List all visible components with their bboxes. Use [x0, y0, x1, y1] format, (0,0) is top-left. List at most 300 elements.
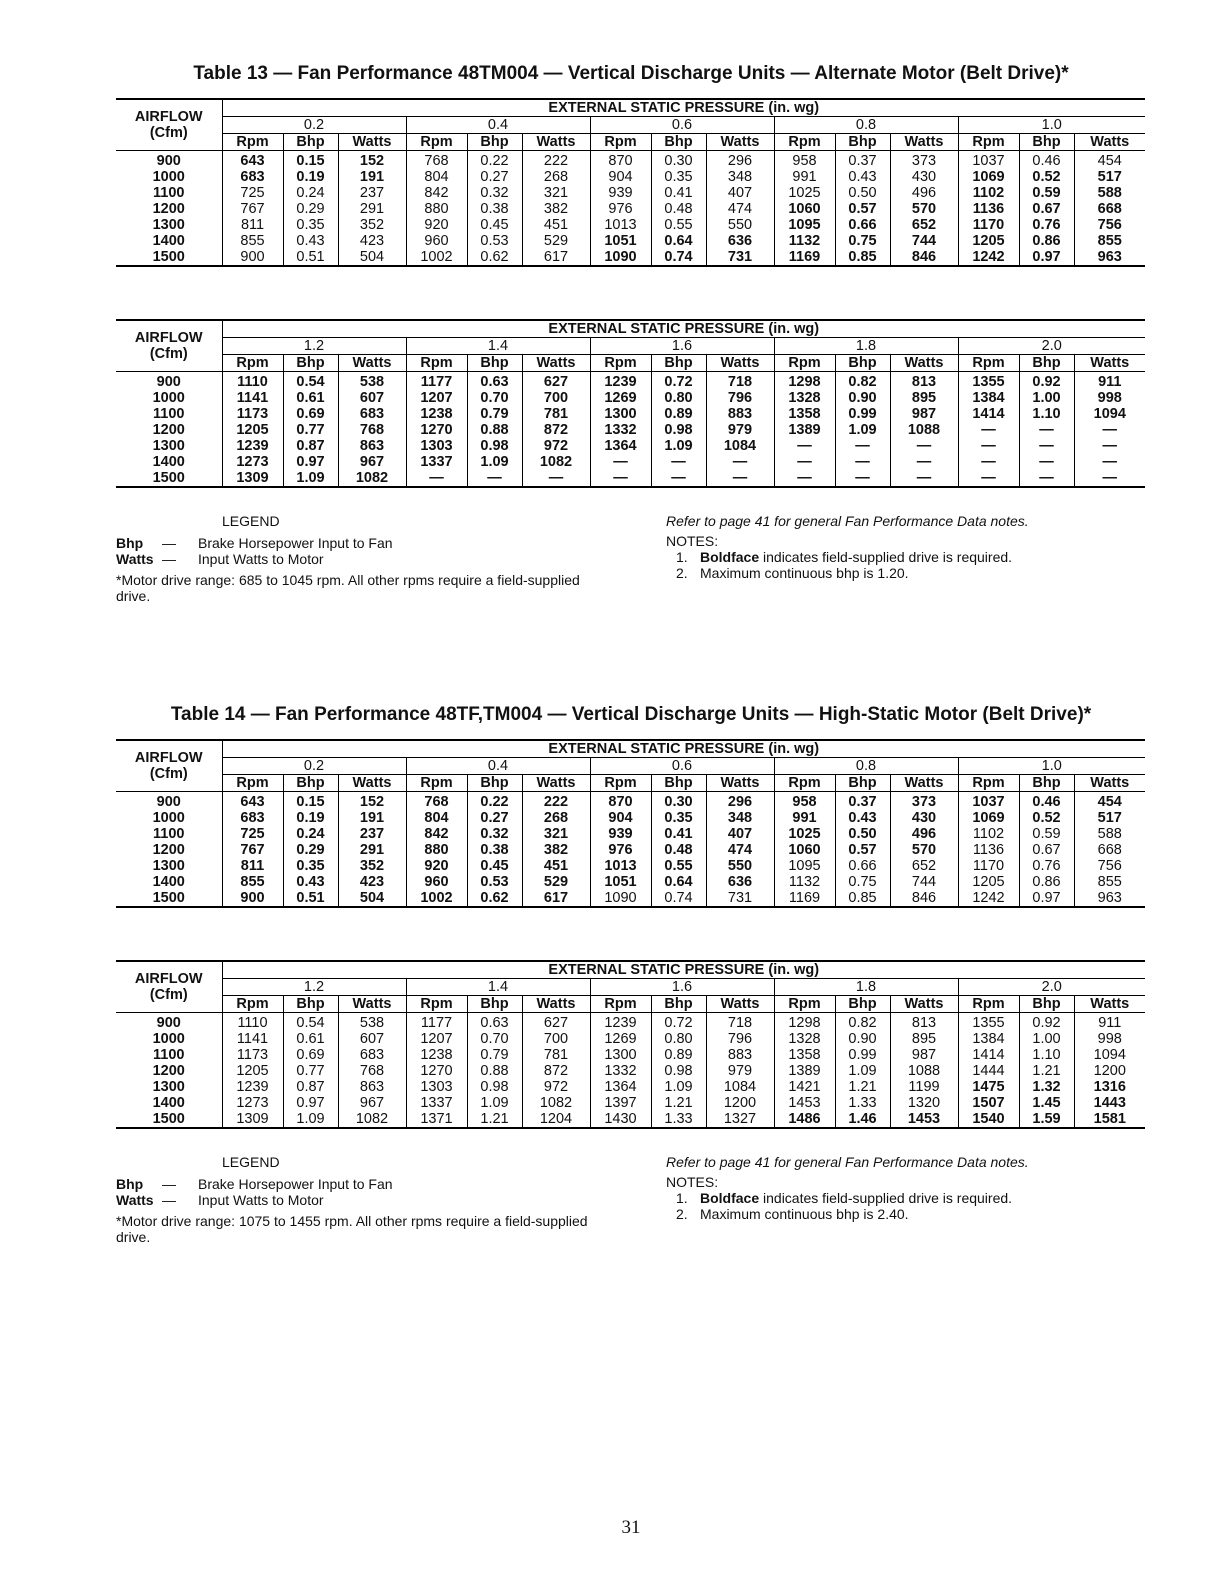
legend-def: Brake Horsepower Input to Fan [198, 1176, 393, 1192]
table-cell: — [774, 470, 835, 487]
table-cell: 152 [338, 151, 406, 170]
table-cell: — [590, 454, 651, 470]
table-cell: 643 [222, 792, 283, 811]
table-cell: 911 [1074, 1013, 1145, 1032]
table-cell: — [835, 470, 890, 487]
table-cell: 870 [590, 792, 651, 811]
table-cell: 0.67 [1019, 842, 1074, 858]
table-cell: 1.09 [283, 470, 338, 487]
table-cell: 976 [590, 201, 651, 217]
table-cell: 0.98 [651, 422, 706, 438]
table-cell: 1364 [590, 438, 651, 454]
table-cell: 1084 [706, 1079, 774, 1095]
table-cell: 423 [338, 874, 406, 890]
legend-title: LEGEND [222, 1154, 280, 1170]
table-cell: 607 [338, 1031, 406, 1047]
table-cell: 1132 [774, 233, 835, 249]
table-cell: 0.48 [651, 842, 706, 858]
table-cell: 268 [522, 810, 590, 826]
table-cell: 1371 [406, 1111, 467, 1128]
note-item [666, 549, 1029, 565]
table-cell: 846 [890, 249, 958, 266]
table-cell: 451 [522, 217, 590, 233]
table-cell: 1051 [590, 874, 651, 890]
table-cell: 0.98 [467, 438, 522, 454]
table-cell: 700 [522, 1031, 590, 1047]
table-cell: 588 [1074, 185, 1145, 201]
table-cell: — [590, 470, 651, 487]
table-cell: 781 [522, 406, 590, 422]
column-header-bhp: Bhp [835, 355, 890, 372]
legend-def: Input Watts to Motor [198, 1192, 324, 1208]
table-cell: 1025 [774, 185, 835, 201]
table-cell: 0.63 [467, 1013, 522, 1032]
table-cell: 1.09 [835, 422, 890, 438]
table-cell: 883 [706, 406, 774, 422]
table-cell: 725 [222, 185, 283, 201]
table-cell: 1316 [1074, 1079, 1145, 1095]
note-number: 2. [676, 1206, 688, 1222]
table-cell: — [890, 470, 958, 487]
table-row [116, 151, 1145, 170]
table-cell: 683 [222, 169, 283, 185]
airflow-unit: (Cfm) [149, 346, 188, 362]
column-header-rpm: Rpm [222, 996, 283, 1013]
table-cell: 0.32 [467, 826, 522, 842]
table-cell: 1110 [222, 372, 283, 391]
table-cell: — [1019, 438, 1074, 454]
column-header-rpm: Rpm [774, 134, 835, 151]
motor-drive-note: *Motor drive range: 685 to 1045 rpm. All other rpms require a field-supplied drive. [116, 572, 580, 604]
table-cell: 1581 [1074, 1111, 1145, 1128]
table-cell: 998 [1074, 1031, 1145, 1047]
table-14-title: Table 14 — Fan Performance 48TF,TM004 — Vertical Discharge Units — High-Static Motor (Belt Drive)* [170, 704, 1092, 725]
table-cell: 1.09 [835, 1063, 890, 1079]
table-cell: 191 [338, 810, 406, 826]
table-cell: 1355 [958, 1013, 1019, 1032]
table-cell: 855 [1074, 874, 1145, 890]
column-header-bhp: Bhp [283, 355, 338, 372]
table-cell: 1110 [222, 1013, 283, 1032]
pressure-header: 1.4 [406, 979, 590, 996]
airflow-header [116, 99, 222, 151]
table-cell: 0.64 [651, 874, 706, 890]
table-cell: 0.67 [1019, 201, 1074, 217]
table-cell: 0.41 [651, 826, 706, 842]
table-cell: 570 [890, 842, 958, 858]
table-row [116, 185, 1145, 201]
airflow-cell: 1500 [116, 1111, 222, 1128]
table-cell: 0.57 [835, 201, 890, 217]
pressure-header: 1.4 [406, 338, 590, 355]
note-rest: indicates field-supplied drive is required. [759, 1190, 1013, 1206]
table-cell: 0.87 [283, 1079, 338, 1095]
table-cell: 1170 [958, 217, 1019, 233]
table-cell: 1320 [890, 1095, 958, 1111]
table-cell: 0.80 [651, 1031, 706, 1047]
note-text [700, 549, 1012, 565]
table-cell: 321 [522, 826, 590, 842]
table-row [116, 438, 1145, 454]
table-cell: 0.99 [835, 406, 890, 422]
column-header-watts: Watts [338, 996, 406, 1013]
table-cell: 191 [338, 169, 406, 185]
table-cell: 1200 [1074, 1063, 1145, 1079]
table-cell: 1102 [958, 185, 1019, 201]
table-cell: 0.98 [651, 1063, 706, 1079]
airflow-unit: (Cfm) [149, 125, 188, 141]
column-header-watts: Watts [706, 775, 774, 792]
table-row [116, 1063, 1145, 1079]
column-header-rpm: Rpm [958, 775, 1019, 792]
table-cell: 768 [406, 792, 467, 811]
column-header-watts: Watts [890, 355, 958, 372]
table-cell: 1002 [406, 249, 467, 266]
table-cell: 1269 [590, 390, 651, 406]
table-cell: 0.75 [835, 233, 890, 249]
table-cell: 804 [406, 810, 467, 826]
table-cell: 1337 [406, 1095, 467, 1111]
column-header-rpm: Rpm [590, 355, 651, 372]
column-header-rpm: Rpm [774, 775, 835, 792]
table-cell: 0.69 [283, 1047, 338, 1063]
table-cell: 1.32 [1019, 1079, 1074, 1095]
table-cell: 430 [890, 169, 958, 185]
table-cell: 1238 [406, 1047, 467, 1063]
table-row [116, 1031, 1145, 1047]
table-cell: 683 [338, 406, 406, 422]
esp-header: EXTERNAL STATIC PRESSURE (in. wg) [222, 961, 1145, 979]
table-cell: 718 [706, 1013, 774, 1032]
table-cell: 1239 [590, 1013, 651, 1032]
column-header-bhp: Bhp [835, 775, 890, 792]
table-cell: 0.86 [1019, 874, 1074, 890]
column-header-watts: Watts [522, 134, 590, 151]
table-cell: 1242 [958, 890, 1019, 907]
table-cell: 0.80 [651, 390, 706, 406]
table-cell: 423 [338, 233, 406, 249]
column-header-watts: Watts [890, 775, 958, 792]
table-cell: 967 [338, 1095, 406, 1111]
legend-title: LEGEND [222, 513, 280, 529]
table-cell: 1389 [774, 1063, 835, 1079]
pressure-header: 0.6 [590, 117, 774, 134]
table-cell: 1270 [406, 1063, 467, 1079]
table-row [116, 826, 1145, 842]
table-cell: 0.27 [467, 810, 522, 826]
table-cell: 0.63 [467, 372, 522, 391]
table-cell: 0.22 [467, 151, 522, 170]
column-header-rpm: Rpm [406, 996, 467, 1013]
note-text: Maximum continuous bhp is 1.20. [700, 565, 909, 581]
legend-term: Watts [116, 1192, 154, 1208]
table-cell: — [958, 438, 1019, 454]
table-cell: 1.59 [1019, 1111, 1074, 1128]
table-cell: 0.38 [467, 201, 522, 217]
table-cell: 474 [706, 842, 774, 858]
table-cell: 1082 [522, 1095, 590, 1111]
table-cell: 683 [338, 1047, 406, 1063]
note-rest: indicates field-supplied drive is required. [759, 549, 1013, 565]
table-cell: 0.86 [1019, 233, 1074, 249]
table-cell: 1389 [774, 422, 835, 438]
table-row [116, 422, 1145, 438]
table-cell: 1303 [406, 1079, 467, 1095]
airflow-cell: 1100 [153, 1047, 185, 1063]
table-cell: 0.45 [467, 858, 522, 874]
table-cell: 842 [406, 826, 467, 842]
table-cell: 767 [222, 842, 283, 858]
table-cell: 0.15 [283, 792, 338, 811]
table-row [116, 201, 1145, 217]
table-14-part-2 [116, 960, 1145, 1129]
table-cell: 0.85 [835, 249, 890, 266]
table-cell: 0.59 [1019, 185, 1074, 201]
table-cell: 407 [706, 185, 774, 201]
table-cell: 1060 [774, 842, 835, 858]
table-cell: — [958, 470, 1019, 487]
airflow-cell: 1100 [153, 185, 185, 201]
table-cell: 496 [890, 826, 958, 842]
table-cell: 1238 [406, 406, 467, 422]
column-header-bhp: Bhp [1019, 775, 1074, 792]
table-cell: 813 [890, 372, 958, 391]
note-number: 2. [676, 565, 688, 581]
table-cell: 0.50 [835, 826, 890, 842]
airflow-header [116, 961, 222, 1013]
table-row [116, 169, 1145, 185]
table-cell: 1242 [958, 249, 1019, 266]
airflow-cell: 1200 [152, 422, 185, 438]
table-cell: 1002 [406, 890, 467, 907]
table-cell: — [890, 438, 958, 454]
table-cell: 767 [222, 201, 283, 217]
notes-reference: Refer to page 41 for general Fan Performance Data notes. [666, 1154, 1029, 1170]
note-number: 1. [676, 1190, 688, 1206]
table-cell: 998 [1074, 390, 1145, 406]
legend-term: Bhp [116, 1176, 144, 1192]
table-cell: 0.99 [835, 1047, 890, 1063]
table-cell: — [467, 470, 522, 487]
table-cell: 1486 [774, 1111, 835, 1128]
table-cell: 1.09 [651, 1079, 706, 1095]
column-header-watts: Watts [706, 134, 774, 151]
table-cell: 0.35 [651, 169, 706, 185]
note-text [700, 1190, 1012, 1206]
table-cell: 855 [1074, 233, 1145, 249]
table-cell: 863 [338, 438, 406, 454]
legend-term: Watts [116, 551, 154, 567]
table-cell: 474 [706, 201, 774, 217]
table-cell: 1.21 [1019, 1063, 1074, 1079]
table-cell: 1332 [590, 422, 651, 438]
airflow-cell: 1000 [152, 390, 185, 406]
table-cell: 643 [222, 151, 283, 170]
table-cell: 1177 [406, 372, 467, 391]
column-header-watts: Watts [522, 996, 590, 1013]
table-cell: 811 [222, 858, 283, 874]
table-cell: 883 [706, 1047, 774, 1063]
column-header-watts: Watts [522, 775, 590, 792]
table-row [116, 233, 1145, 249]
table-cell: 911 [1074, 372, 1145, 391]
table-cell: 0.89 [651, 1047, 706, 1063]
notes-title: NOTES: [666, 1174, 719, 1190]
table-cell: 920 [406, 217, 467, 233]
table-cell: 1.10 [1019, 406, 1074, 422]
table-cell: 1037 [958, 792, 1019, 811]
table-cell: 768 [338, 1063, 406, 1079]
table-cell: 1013 [590, 217, 651, 233]
table-cell: 0.37 [835, 792, 890, 811]
table-cell: 627 [522, 372, 590, 391]
table-cell: 0.30 [651, 792, 706, 811]
airflow-label: AIRFLOW [134, 330, 203, 346]
table-cell: 0.70 [467, 1031, 522, 1047]
table-row [116, 858, 1145, 874]
table-cell: 1453 [774, 1095, 835, 1111]
table-cell: 0.72 [651, 1013, 706, 1032]
table-cell: 1.09 [651, 438, 706, 454]
table-cell: 0.74 [651, 249, 706, 266]
table-cell: 0.92 [1019, 372, 1074, 391]
table-cell: 1414 [958, 1047, 1019, 1063]
table-cell: 0.51 [283, 249, 338, 266]
table-cell: — [774, 454, 835, 470]
table-cell: 0.19 [283, 169, 338, 185]
legend [116, 535, 606, 604]
table-cell: 1298 [774, 1013, 835, 1032]
table-cell: 321 [522, 185, 590, 201]
table-cell: 756 [1074, 858, 1145, 874]
table-cell: 0.45 [467, 217, 522, 233]
table-cell: 744 [890, 233, 958, 249]
table-cell: 939 [590, 826, 651, 842]
table-row [116, 470, 1145, 487]
table-row [116, 1079, 1145, 1095]
pressure-header: 1.6 [590, 979, 774, 996]
column-header-bhp: Bhp [835, 134, 890, 151]
table-cell: 1358 [774, 406, 835, 422]
table-cell: 0.35 [283, 858, 338, 874]
pressure-header: 0.2 [222, 117, 406, 134]
legend-item-bhp [116, 1176, 606, 1192]
table-cell: — [651, 470, 706, 487]
table-row [116, 1013, 1145, 1032]
table-cell: 960 [406, 874, 467, 890]
table-cell: 0.66 [835, 217, 890, 233]
table-row [116, 874, 1145, 890]
table-cell: 1.09 [467, 454, 522, 470]
table-cell: 0.43 [835, 169, 890, 185]
table-cell: 768 [406, 151, 467, 170]
table-cell: — [1074, 470, 1145, 487]
table-cell: 846 [890, 890, 958, 907]
table-14-part-1 [116, 739, 1145, 908]
airflow-label: AIRFLOW [134, 750, 203, 766]
table-cell: 0.97 [1019, 249, 1074, 266]
table-cell: 781 [522, 1047, 590, 1063]
column-header-watts: Watts [338, 134, 406, 151]
table-cell: 1069 [958, 810, 1019, 826]
table-cell: 796 [706, 390, 774, 406]
column-header-watts: Watts [1074, 996, 1145, 1013]
table-cell: 1199 [890, 1079, 958, 1095]
table-cell: 668 [1074, 842, 1145, 858]
table-cell: 904 [590, 810, 651, 826]
table-cell: 0.82 [835, 372, 890, 391]
column-header-rpm: Rpm [222, 775, 283, 792]
table-cell: 0.30 [651, 151, 706, 170]
legend-term: Bhp [116, 535, 144, 551]
column-header-bhp: Bhp [467, 996, 522, 1013]
table-cell: 152 [338, 792, 406, 811]
table-row [116, 890, 1145, 907]
notes-title: NOTES: [666, 533, 719, 549]
table-cell: 0.97 [1019, 890, 1074, 907]
legend-item-bhp [116, 535, 606, 551]
table-cell: 1355 [958, 372, 1019, 391]
table-cell: 731 [706, 249, 774, 266]
table-cell: 529 [522, 874, 590, 890]
legend [116, 1176, 606, 1245]
table-cell: 0.38 [467, 842, 522, 858]
column-header-rpm: Rpm [590, 775, 651, 792]
table-cell: 1173 [222, 1047, 283, 1063]
airflow-cell: 900 [156, 153, 181, 169]
table-cell: 1204 [522, 1111, 590, 1128]
table-cell: 0.87 [283, 438, 338, 454]
table-row [116, 842, 1145, 858]
table-cell: 976 [590, 842, 651, 858]
table-cell: 1102 [958, 826, 1019, 842]
table-cell: 880 [406, 842, 467, 858]
table-cell: 0.89 [651, 406, 706, 422]
table-13-part-1 [116, 98, 1145, 267]
pressure-header: 0.8 [774, 117, 958, 134]
table-row [116, 454, 1145, 470]
table-cell: 1337 [406, 454, 467, 470]
column-header-bhp: Bhp [283, 134, 338, 151]
table-cell: 504 [338, 249, 406, 266]
table-cell: 960 [406, 233, 467, 249]
airflow-cell: 1200 [152, 201, 185, 217]
table-cell: 0.88 [467, 1063, 522, 1079]
table-cell: 1358 [774, 1047, 835, 1063]
note-bold: Boldface [700, 549, 760, 565]
table-cell: 0.19 [283, 810, 338, 826]
airflow-cell: 1400 [152, 454, 185, 470]
table-cell: 570 [890, 201, 958, 217]
table-cell: 920 [406, 858, 467, 874]
table-cell: 796 [706, 1031, 774, 1047]
table-cell: 0.54 [283, 372, 338, 391]
table-cell: — [835, 454, 890, 470]
table-cell: 1013 [590, 858, 651, 874]
table-cell: 1170 [958, 858, 1019, 874]
legend-dash: — [162, 1176, 176, 1192]
table-cell: 718 [706, 372, 774, 391]
table-cell: 538 [338, 372, 406, 391]
table-cell: 0.53 [467, 233, 522, 249]
notes [666, 1154, 1029, 1222]
table-cell: 1.21 [467, 1111, 522, 1128]
table-cell: 1303 [406, 438, 467, 454]
table-cell: 1088 [890, 422, 958, 438]
column-header-watts: Watts [338, 355, 406, 372]
table-cell: — [1074, 422, 1145, 438]
table-cell: 880 [406, 201, 467, 217]
